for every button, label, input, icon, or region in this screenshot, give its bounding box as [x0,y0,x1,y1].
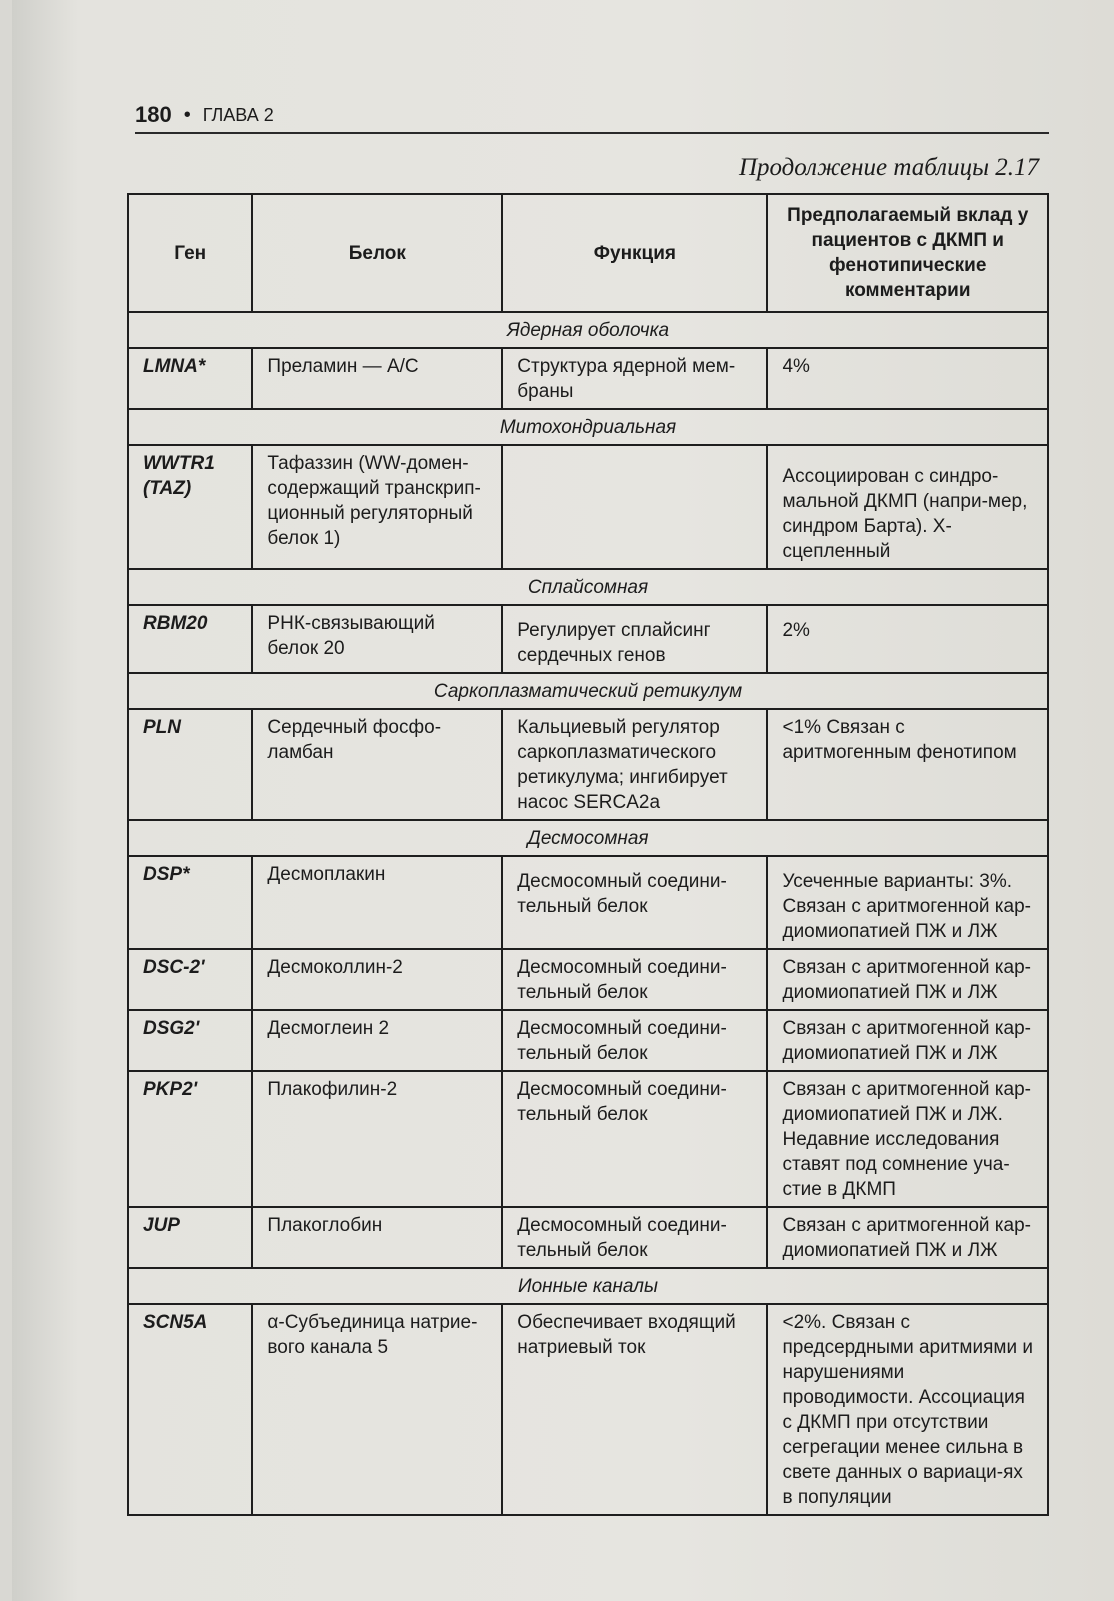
gene-cell: PLN [128,709,252,820]
contribution-cell: <2%. Связан с предсердными аритмиями и нарушениями проводимости. Ассоциация с ДКМП при отсутствии сегрегации менее сильна в свете данных о вариаци-ях в популяции [767,1304,1048,1515]
table-continuation-caption: Продолжение таблицы 2.17 [738,154,1039,181]
function-cell [502,445,767,569]
gene-cell: WWTR1 (TAZ) [128,445,252,569]
column-header-function: Функция [502,194,767,312]
function-cell: Десмосомный соедини-тельный белок [502,1207,767,1268]
contribution-cell: Связан с аритмогенной кар-диомиопатией ПЖ и ЛЖ [767,1010,1048,1071]
header-bullet: • [183,103,191,126]
section-title: Митохондриальная [128,409,1048,445]
section-row [128,820,1048,856]
column-header-contribution: Предполагаемый вклад у пациентов с ДКМП и фенотипические комментарии [767,194,1048,312]
gene-cell: DSC-2ʹ [128,949,252,1010]
protein-cell: РНК-связывающий белок 20 [252,605,502,673]
gene-cell: SCN5A [128,1304,252,1515]
section-title: Ионные каналы [128,1268,1048,1304]
section-title: Десмосомная [128,820,1048,856]
gene-cell: DSP* [128,856,252,949]
function-cell: Десмосомный соедини-тельный белок [502,1010,767,1071]
section-title: Сплайсомная [128,569,1048,605]
gene-cell: LMNA* [128,348,252,409]
function-cell: Десмосомный соедини-тельный белок [502,949,767,1010]
function-cell: Обеспечивает входящий натриевый ток [502,1304,767,1515]
function-cell: Структура ядерной мем-браны [502,348,767,409]
table-row [128,709,1048,820]
contribution-cell: Связан с аритмогенной кар-диомиопатией ПЖ и ЛЖ [767,949,1048,1010]
section-row [128,673,1048,709]
section-row [128,1268,1048,1304]
table-row [128,348,1048,409]
protein-cell: Тафаззин (WW-домен-содержащий транскрип-ционный регуляторный белок 1) [252,445,502,569]
table-row [128,1304,1048,1515]
contribution-cell: 2% [767,605,1048,673]
gene-cell: RBM20 [128,605,252,673]
protein-cell: α-Субъединица натрие-вого канала 5 [252,1304,502,1515]
protein-cell: Десмоколлин-2 [252,949,502,1010]
function-cell: Десмосомный соедини-тельный белок [502,1071,767,1207]
column-header-gene: Ген [128,194,252,312]
protein-cell: Плакофилин-2 [252,1071,502,1207]
function-cell: Кальциевый регулятор саркоплазматического ретикулума; ингибирует насос SERCA2a [502,709,767,820]
running-header [135,98,1049,134]
gene-cell: JUP [128,1207,252,1268]
section-title: Ядерная оболочка [128,312,1048,348]
contribution-cell: Ассоциирован с синдро-мальной ДКМП (напри-мер, синдром Барта). Х-сцепленный [767,445,1048,569]
contribution-cell: Связан с аритмогенной кар-диомиопатией ПЖ и ЛЖ [767,1207,1048,1268]
protein-cell: Плакоглобин [252,1207,502,1268]
chapter-label: ГЛАВА 2 [202,104,274,125]
gene-cell: DSG2ʹ [128,1010,252,1071]
protein-cell: Преламин — A/C [252,348,502,409]
function-cell: Десмосомный соедини-тельный белок [502,856,767,949]
contribution-cell: Усеченные варианты: 3%. Связан с аритмогенной кар-диомиопатией ПЖ и ЛЖ [767,856,1048,949]
column-header-protein: Белок [252,194,502,312]
contribution-cell: <1% Связан с аритмогенным фенотипом [767,709,1048,820]
function-cell: Регулирует сплайсинг сердечных генов [502,605,767,673]
table-row [128,445,1048,569]
gene-cell: PKP2ʹ [128,1071,252,1207]
section-row [128,569,1048,605]
table-row [128,1010,1048,1071]
section-row [128,312,1048,348]
contribution-cell: 4% [767,348,1048,409]
table-header-row [128,194,1048,312]
table-row [128,605,1048,673]
section-title: Саркоплазматический ретикулум [128,673,1048,709]
table-row [128,949,1048,1010]
protein-cell: Десмоглеин 2 [252,1010,502,1071]
page-number: 180 [135,102,172,127]
protein-cell: Сердечный фосфо-ламбан [252,709,502,820]
contribution-cell: Связан с аритмогенной кар-диомиопатией ПЖ и ЛЖ. Недавние исследования ставят под сомнение уча-стие в ДКМП [767,1071,1048,1207]
section-row [128,409,1048,445]
table-row [128,1207,1048,1268]
gene-table [127,193,1049,1516]
table-row [128,856,1048,949]
table-row [128,1071,1048,1207]
protein-cell: Десмоплакин [252,856,502,949]
